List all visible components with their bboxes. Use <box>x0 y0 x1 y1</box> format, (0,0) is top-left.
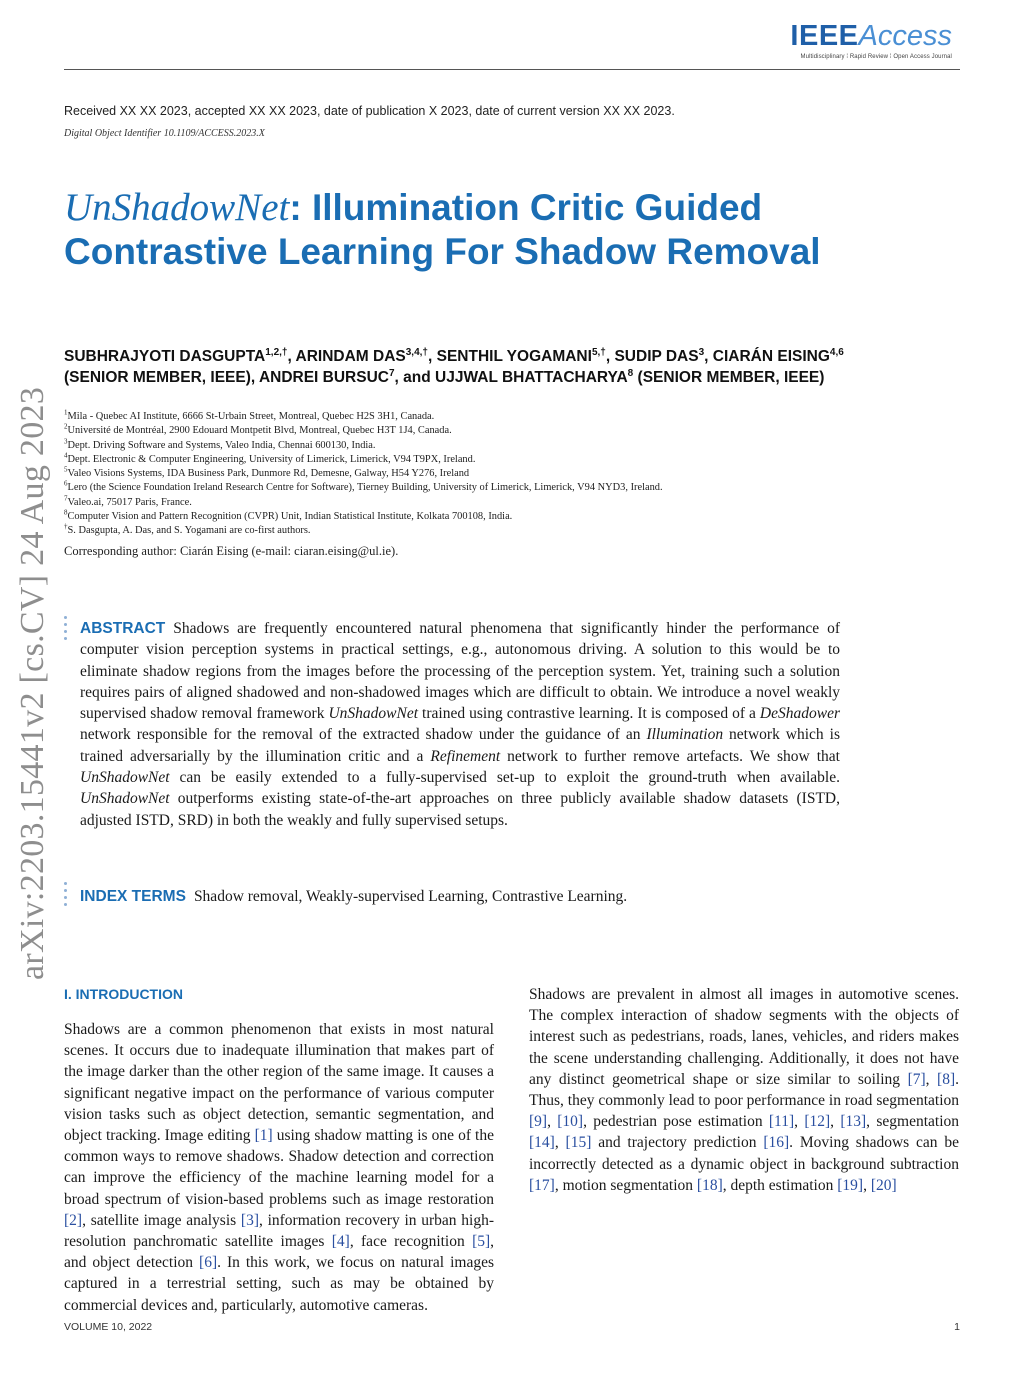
author-name: SUBHRAJYOTI DASGUPTA <box>64 348 266 365</box>
affiliation-item <box>64 439 944 453</box>
citation-link[interactable]: [20] <box>870 1176 897 1194</box>
affiliation-sup: 4 <box>64 451 68 460</box>
body-text: , <box>554 1134 566 1152</box>
affiliation-text: S. Dasgupta, A. Das, and S. Yogamani are co-first authors. <box>67 525 311 537</box>
abstract <box>80 618 840 831</box>
citation-link[interactable]: [6] <box>199 1254 218 1272</box>
citation-link[interactable]: [1] <box>254 1127 273 1145</box>
abstract-emph: Illumination <box>646 726 724 744</box>
abstract-text: trained using contrastive learning. It is composed of a <box>418 705 760 723</box>
affiliation-text: Valeo.ai, 75017 Paris, France. <box>67 496 192 508</box>
author-list: SUBHRAJYOTI $DASGUPTA^{1,2,\dagger}$, ARINDAM $DAS^{3,4,\dagger}$, SENTHIL $YOGAMANI^{5,\dagger}$, SUDIP DAS$^3$, CIARÁN EISING$^{4,6}$ (SENIOR MEMBER, IEEE), ANDREI BURSUC$^7$, and UJJWAL BHATTACHARYA$^8$ (SENIOR MEMBER, IEEE) <box>64 346 844 386</box>
author-name: SENTHIL YOGAMANI <box>436 348 592 365</box>
abstract-emph: UnShadowNet <box>328 705 419 723</box>
affiliation-item <box>64 410 944 424</box>
affiliation-sup: † <box>64 522 68 531</box>
body-text: , <box>794 1113 805 1131</box>
author-affil-sup: 4,6 <box>829 346 844 358</box>
citation-link[interactable]: [10] <box>557 1113 584 1131</box>
author-affil-sup: 3,4,† <box>405 346 428 358</box>
abstract-text: network which is trained adversarially by the illumination critic and a <box>80 726 840 765</box>
affiliation-text: Mila - Quebec AI Institute, 6666 St-Urbain Street, Montreal, Quebec H2S 3H1, Canada. <box>67 411 435 422</box>
logo-access: Access <box>858 20 952 52</box>
index-terms-label: INDEX TERMS <box>80 888 186 905</box>
body-text: , <box>863 1176 871 1194</box>
citation-link[interactable]: [18] <box>696 1176 723 1194</box>
citation-link[interactable]: [7] <box>907 1070 926 1088</box>
author-name: ARINDAM DAS <box>295 348 406 365</box>
author-membership: (SENIOR MEMBER, IEEE) <box>64 369 251 386</box>
paper-title <box>64 186 864 274</box>
body-text: and trajectory prediction <box>591 1134 764 1152</box>
body-text: . In this work, we focus on natural images captured in a terrestrial setting, such as may be obtained by commercial devices and, particularly, automotive cameras. <box>64 1254 495 1314</box>
body-text: , pedestrian pose estimation <box>583 1113 769 1131</box>
title-rest: : Illumination Critic Guided Contrastive Learning For Shadow Removal <box>64 187 821 272</box>
abstract-emph: UnShadowNet <box>80 790 170 808</box>
citation-link[interactable]: [13] <box>840 1113 867 1131</box>
header-divider <box>64 69 960 70</box>
citation-link[interactable]: [15] <box>565 1134 592 1152</box>
citation-link[interactable]: [2] <box>64 1211 83 1229</box>
abstract-text: outperforms existing state-of-the-art approaches on three publicly available shadow datasets (ISTD, adjusted ISTD, SRD) in both the weakly and fully supervised setups. <box>80 790 840 829</box>
author-name: ANDREI BURSUC <box>258 369 389 386</box>
abstract-emph: DeShadower <box>759 705 840 723</box>
affiliation-text: Valeo Visions Systems, IDA Business Park, Dunmore Rd, Demesne, Galway, H54 Y276, Ireland <box>67 468 470 480</box>
index-dots <box>64 882 70 910</box>
body-text: , motion segmentation <box>554 1176 697 1194</box>
title-method-name: UnShadowNet <box>64 186 290 229</box>
affiliation-item <box>64 481 944 495</box>
affiliation-item <box>64 510 944 524</box>
citation-link[interactable]: [11] <box>768 1113 795 1131</box>
citation-link[interactable]: [4] <box>331 1233 350 1251</box>
abstract-label: ABSTRACT <box>80 620 166 637</box>
affiliation-item <box>64 424 944 438</box>
abstract-emph: UnShadowNet <box>80 769 170 787</box>
body-text: , and object detection <box>64 1233 495 1272</box>
page-number: 1 <box>954 1321 960 1333</box>
section-heading: I. INTRODUCTION <box>64 986 183 1002</box>
affiliation-text: Lero (the Science Foundation Ireland Research Centre for Software), Tierney Building, University of Limerick, Limerick, V94 NYD3, Ireland. <box>67 482 663 494</box>
citation-link[interactable]: [16] <box>763 1134 790 1152</box>
author-affil-sup: 1,2,† <box>265 346 288 358</box>
abstract-text: network responsible for the removal of the extracted shadow under the guidance of an <box>80 726 647 744</box>
affiliation-sup: 5 <box>64 465 68 474</box>
intro-paragraph-1 <box>64 1019 494 1316</box>
intro-paragraph-2 <box>529 984 959 1196</box>
author-affil-sup: 5,† <box>591 346 606 358</box>
abstract-emph: Refinement <box>430 747 501 765</box>
body-text: Shadows are prevalent in almost all images in automotive scenes. The complex interaction of shadow segments with the objects of interest such as pedestrians, roads, lanes, vehicles, and riders makes the scene understanding challenging. Additionally, it does not have any distinct geometrical shape or size similar to soiling <box>529 986 959 1088</box>
affiliation-sup: 8 <box>64 508 68 517</box>
affiliation-sup: 1 <box>64 408 68 417</box>
body-text: , segmentation <box>866 1113 960 1131</box>
author-name: UJJWAL BHATTACHARYA <box>435 369 628 386</box>
author-name: CIARÁN EISING <box>712 348 830 365</box>
citation-link[interactable]: [12] <box>804 1113 831 1131</box>
affiliation-sup: 3 <box>64 437 68 446</box>
body-text: , <box>547 1113 558 1131</box>
body-text: , depth estimation <box>722 1176 838 1194</box>
intro-column-left <box>64 984 494 1316</box>
index-terms-text: Shadow removal, Weakly-supervised Learning, Contrastive Learning. <box>193 888 628 905</box>
author-affil-sup: 3 <box>698 346 705 358</box>
citation-link[interactable]: [17] <box>529 1176 555 1194</box>
body-text: Shadows are a common phenomenon that exists in most natural scenes. It occurs due to inadequate illumination that makes part of the image darker than the other region of the same image. It causes a significant negative impact on the performance of various computer vision tasks such as object detection, semantic segmentation, and object tracking. Image editing <box>64 1021 494 1145</box>
logo-ieee: IEEE <box>790 20 859 52</box>
body-text: , face recognition <box>349 1233 473 1251</box>
citation-link[interactable]: [3] <box>240 1211 259 1229</box>
abstract-text: can be easily extended to a fully-supervised set-up to exploit the ground-truth when available. <box>169 769 840 787</box>
affiliation-sup: 7 <box>64 494 68 503</box>
author-affil-sup: 8 <box>627 367 634 379</box>
citation-link[interactable]: [19] <box>837 1176 864 1194</box>
affiliation-sup: 6 <box>64 480 68 489</box>
journal-logo <box>790 20 952 60</box>
author-name: SUDIP DAS <box>614 348 699 365</box>
body-text: using shadow matting is one of the common ways to remove shadows. Shadow detection and correction can improve the efficiency of the machine learning model for a broad spectrum of vision-based problems such as image restoration <box>64 1127 494 1208</box>
body-text: , information recovery in urban high-resolution panchromatic satellite images <box>64 1211 494 1251</box>
affiliation-text: Computer Vision and Pattern Recognition (CVPR) Unit, Indian Statistical Institute, Kolkata 700108, India. <box>67 511 513 523</box>
author-affil-sup: 7 <box>388 367 395 379</box>
body-text: , satellite image analysis <box>82 1211 241 1229</box>
abstract-text: Shadows are frequently encountered natural phenomena that significantly hinder the performance of computer vision perception systems in practical settings, e.g., autonomous driving. A solution to this would be to eliminate shadow regions from the images before the processing of the perception system. Yet, training such a solution requires pairs of aligned shadowed and non-shadowed images which are difficult to obtain. We introduce a novel weakly supervised shadow removal framework <box>80 620 840 723</box>
affiliation-list <box>64 410 944 539</box>
received-dates: Received XX XX 2023, accepted XX XX 2023, date of publication X 2023, date of current version XX XX 2023. <box>64 104 675 118</box>
corresponding-author: Corresponding author: Ciarán Eising (e-mail: ciaran.eising@ul.ie). <box>64 544 399 558</box>
index-terms <box>80 886 840 907</box>
body-text: , <box>830 1113 841 1131</box>
affiliation-sup: 2 <box>64 422 68 431</box>
abstract-dots <box>64 616 70 644</box>
affiliation-item <box>64 467 944 481</box>
citation-link[interactable]: [5] <box>472 1233 491 1251</box>
affiliation-text: Dept. Electronic & Computer Engineering, University of Limerick, Limerick, V94 T9PX, Ireland. <box>67 453 476 465</box>
citation-link[interactable]: [8] <box>937 1070 956 1088</box>
abstract-text: network to further remove artefacts. We show that <box>500 747 840 765</box>
body-text: , <box>925 1070 938 1088</box>
author-conjunction: and <box>403 369 431 386</box>
author-membership: (SENIOR MEMBER, IEEE) <box>637 369 825 386</box>
body-text: . Moving shadows can be incorrectly detected as a dynamic object in background subtraction <box>529 1134 959 1173</box>
intro-column-right <box>529 984 959 1196</box>
affiliation-item <box>64 496 944 510</box>
affiliation-text: Dept. Driving Software and Systems, Valeo India, Chennai 600130, India. <box>67 439 376 451</box>
arxiv-stamp: arXiv:2203.15441v2 [cs.CV] 24 Aug 2023 <box>14 386 51 980</box>
footer-volume: VOLUME 10, 2022 <box>64 1321 153 1333</box>
affiliation-item <box>64 524 944 538</box>
body-text: . Thus, they commonly lead to poor performance in road segmentation <box>529 1070 959 1110</box>
doi-line: Digital Object Identifier 10.1109/ACCESS.2023.X <box>64 128 265 139</box>
citation-link[interactable]: [14] <box>529 1134 555 1152</box>
affiliation-item <box>64 453 944 467</box>
logo-tagline: Multidisciplinary ⁞ Rapid Review ⁞ Open Access Journal <box>800 54 952 60</box>
affiliation-text: Université de Montréal, 2900 Edouard Montpetit Blvd, Montreal, Quebec H3T 1J4, Canada. <box>67 425 452 437</box>
citation-link[interactable]: [9] <box>529 1113 548 1131</box>
